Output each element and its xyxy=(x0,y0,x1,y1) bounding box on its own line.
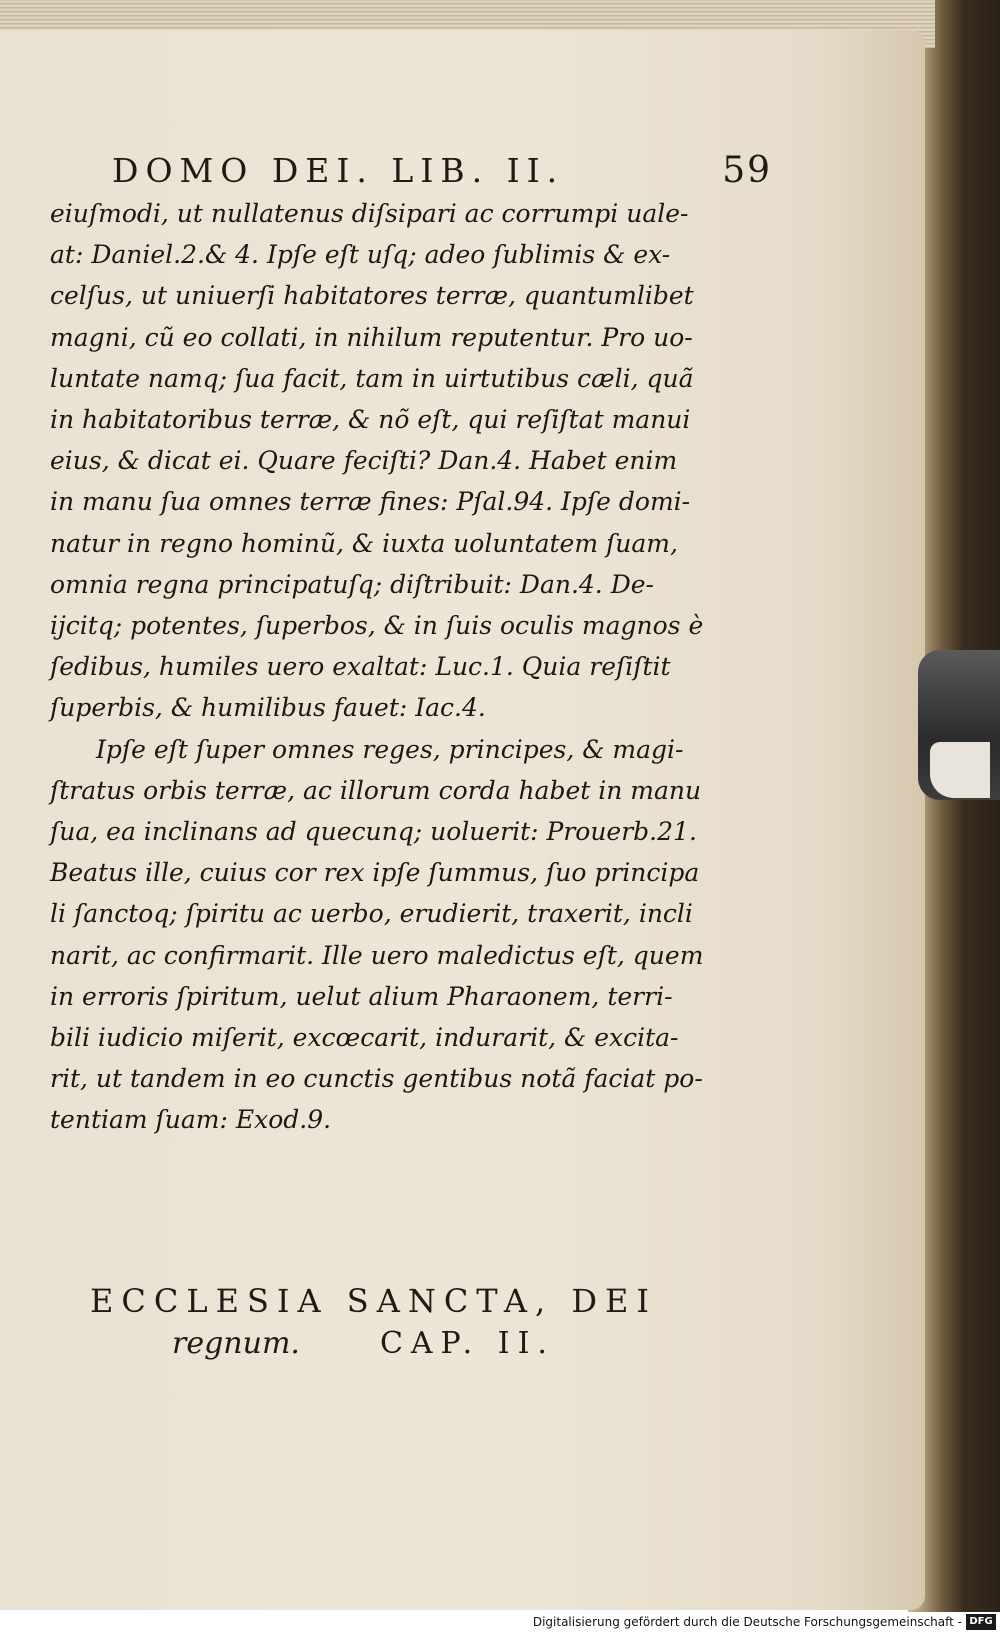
text-line: at: Daniel.2.& 4. Ipſe eſt uſq; adeo ſublimis & ex- xyxy=(50,240,671,270)
text-line: natur in regno hominũ, & iuxta uoluntatem ſuam, xyxy=(50,528,678,558)
chapter-number: CAP. II. xyxy=(379,1326,555,1361)
text-line: tentiam ſuam: Exod.9. xyxy=(50,1105,332,1135)
text-line: ſedibus, humiles uero exaltat: Luc.1. Quia reſiſtit xyxy=(50,652,671,682)
text-line: magni, cũ eo collati, in nihilum reputentur. Pro uo- xyxy=(50,322,693,352)
text-line: luntate namq; ſua facit, tam in uirtutibus cæli, quã xyxy=(50,363,694,393)
page-number: 59 xyxy=(722,150,772,191)
text-line: ſua, ea inclinans ad quecunq; uoluerit: Prouerb.21. xyxy=(50,817,697,847)
text-line: Ipſe eſt ſuper omnes reges, principes, & magi- xyxy=(96,734,684,764)
chapter-heading-line1: ECCLESIA SANCTA, DEI xyxy=(90,1282,657,1320)
text-line: bili iudicio miſerit, excœcarit, indurarit, & excita- xyxy=(50,1023,679,1053)
chapter-heading xyxy=(90,1282,710,1361)
text-line: in manu ſua omnes terræ fines: Pſal.94. Ipſe domi- xyxy=(50,487,691,517)
chapter-heading-line2 xyxy=(90,1326,710,1361)
text-line: ijcitq; potentes, ſuperbos, & in ſuis oculis magnos è xyxy=(50,611,704,641)
text-line: eius, & dicat ei. Quare feciſti? Dan.4. Habet enim xyxy=(50,446,678,476)
text-line: ſuperbis, & humilibus fauet: Iac.4. xyxy=(50,693,486,723)
text-line: eiuſmodi, ut nullatenus diſsipari ac corrumpi uale- xyxy=(50,199,689,228)
text-line: omnia regna principatuſq; diſtribuit: Dan.4. De- xyxy=(50,569,654,599)
text-line: ſtratus orbis terræ, ac illorum corda habet in manu xyxy=(50,775,702,805)
text-line: Beatus ille, cuius cor rex ipſe ſummus, ſuo principa xyxy=(50,858,700,888)
text-line: celſus, ut uniuerſi habitatores terræ, quantumlibet xyxy=(50,281,694,311)
page-clip-tab xyxy=(930,742,990,798)
dfg-logo: DFG xyxy=(966,1614,996,1630)
text-line: in habitatoribus terræ, & nõ eſt, qui reſiſtat manui xyxy=(50,405,691,435)
text-line: narit, ac confirmarit. Ille uero maledictus eſt, quem xyxy=(50,940,704,970)
text-line: rit, ut tandem in eo cunctis gentibus notã faciat po- xyxy=(50,1064,703,1094)
chapter-heading-regnum: regnum. xyxy=(172,1326,300,1361)
running-head xyxy=(112,150,772,191)
text-line: li ſanctoq; ſpiritu ac uerbo, erudierit, traxerit, incli xyxy=(50,899,693,929)
text-line: in erroris ſpiritum, uelut alium Pharaonem, terri- xyxy=(50,981,673,1011)
footer-credit: Digitalisierung gefördert durch die Deutsche Forschungsgemeinschaft - xyxy=(532,1615,962,1629)
body-text xyxy=(50,193,760,1141)
running-head-title: DOMO DEI. LIB. II. xyxy=(112,151,565,190)
